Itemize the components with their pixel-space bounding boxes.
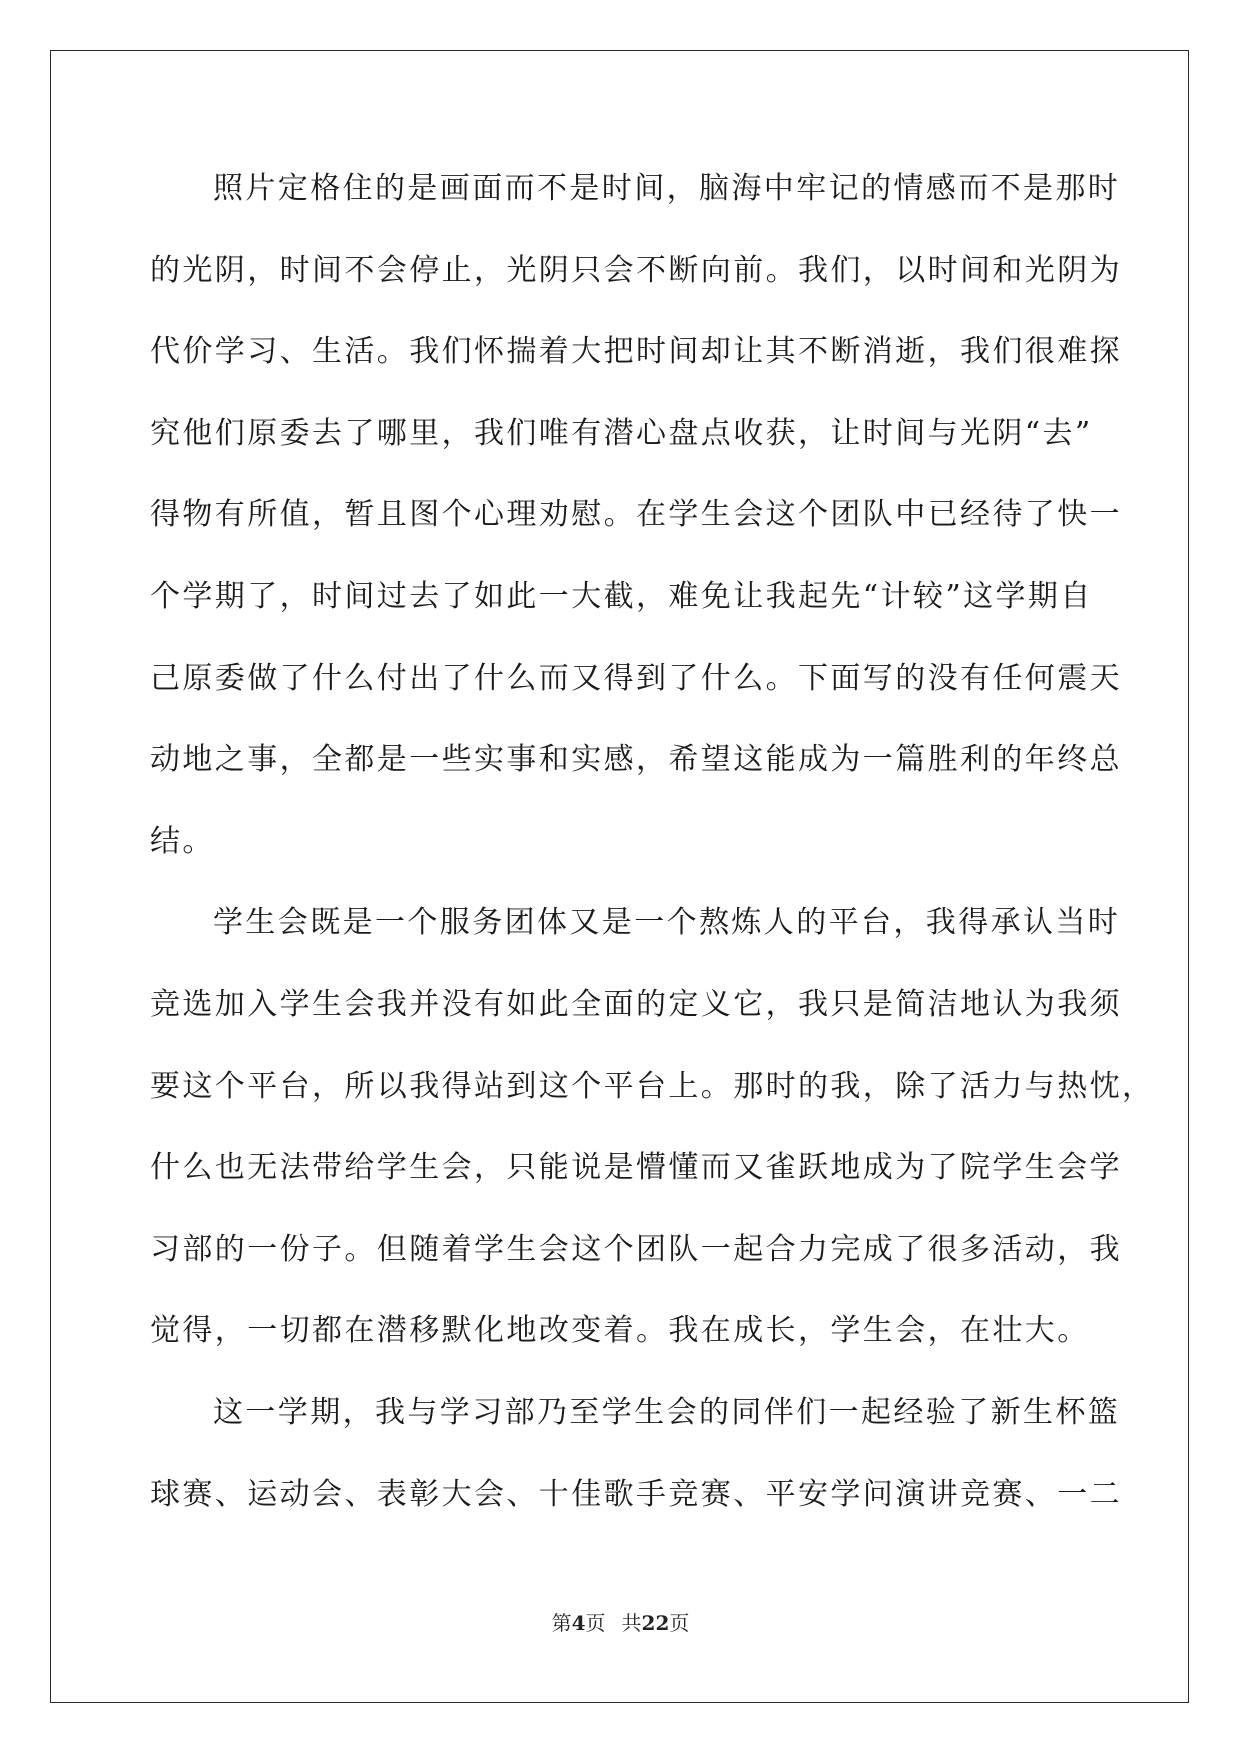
text-line: 动地之事，全都是一些实事和实感，希望这能成为一篇胜利的年终总 — [150, 742, 1122, 778]
footer-page-number: 4 — [571, 1611, 586, 1635]
text-line: 球赛、运动会、表彰大会、十佳歌手竞赛、平安学问演讲竞赛、一二 — [150, 1476, 1122, 1512]
text-line: 照片定格住的是画面而不是时间，脑海中牢记的情感而不是那时 — [213, 171, 1121, 206]
text-line: 个学期了，时间过去了如此一大截，难免让我起先“计较”这学期自 — [150, 578, 1093, 614]
text-line: 觉得，一切都在潜移默化地改变着。我在成长，学生会，在壮大。 — [150, 1313, 1090, 1349]
page-footer — [0, 1607, 1241, 1636]
text-line: 结。 — [150, 823, 215, 859]
text-line: 竞选加入学生会我并没有如此全面的定义它，我只是简洁地认为我须 — [150, 986, 1122, 1022]
text-line: 的光阴，时间不会停止，光阴只会不断向前。我们，以时间和光阴为 — [150, 252, 1122, 288]
footer-prefix: 第 — [551, 1611, 572, 1635]
text-line: 己原委做了什么付出了什么而又得到了什么。下面写的没有任何震天 — [150, 660, 1122, 696]
text-line: 得物有所值，暂且图个心理劝慰。在学生会这个团队中已经待了快一 — [150, 497, 1122, 533]
footer-total-suffix: 页 — [669, 1611, 690, 1635]
footer-page-suffix: 页 — [585, 1611, 606, 1635]
footer-total-prefix: 共 — [621, 1611, 642, 1635]
text-line: 这一学期，我与学习部乃至学生会的同伴们一起经验了新生杯篮 — [213, 1394, 1121, 1430]
text-line: 什么也无法带给学生会，只能说是懵懂而又雀跃地成为了院学生会学 — [150, 1150, 1122, 1186]
document-body — [150, 162, 1155, 1549]
text-line: 究他们原委去了哪里，我们唯有潜心盘点收获，让时间与光阴“去” — [150, 415, 1093, 451]
text-line: 代价学习、生活。我们怀揣着大把时间却让其不断消逝，我们很难探 — [150, 334, 1122, 370]
paragraph — [150, 896, 1155, 1386]
text-line: 学生会既是一个服务团体又是一个熬炼人的平台，我得承认当时 — [213, 905, 1121, 941]
footer-total-pages: 22 — [641, 1611, 670, 1635]
paragraph — [150, 1386, 1122, 1549]
paragraph — [150, 162, 1122, 896]
text-line: 习部的一份子。但随着学生会这个团队一起合力完成了很多活动，我 — [150, 1231, 1122, 1267]
text-line: 要这个平台，所以我得站到这个平台上。那时的我，除了活力与热忱， — [150, 1068, 1155, 1104]
